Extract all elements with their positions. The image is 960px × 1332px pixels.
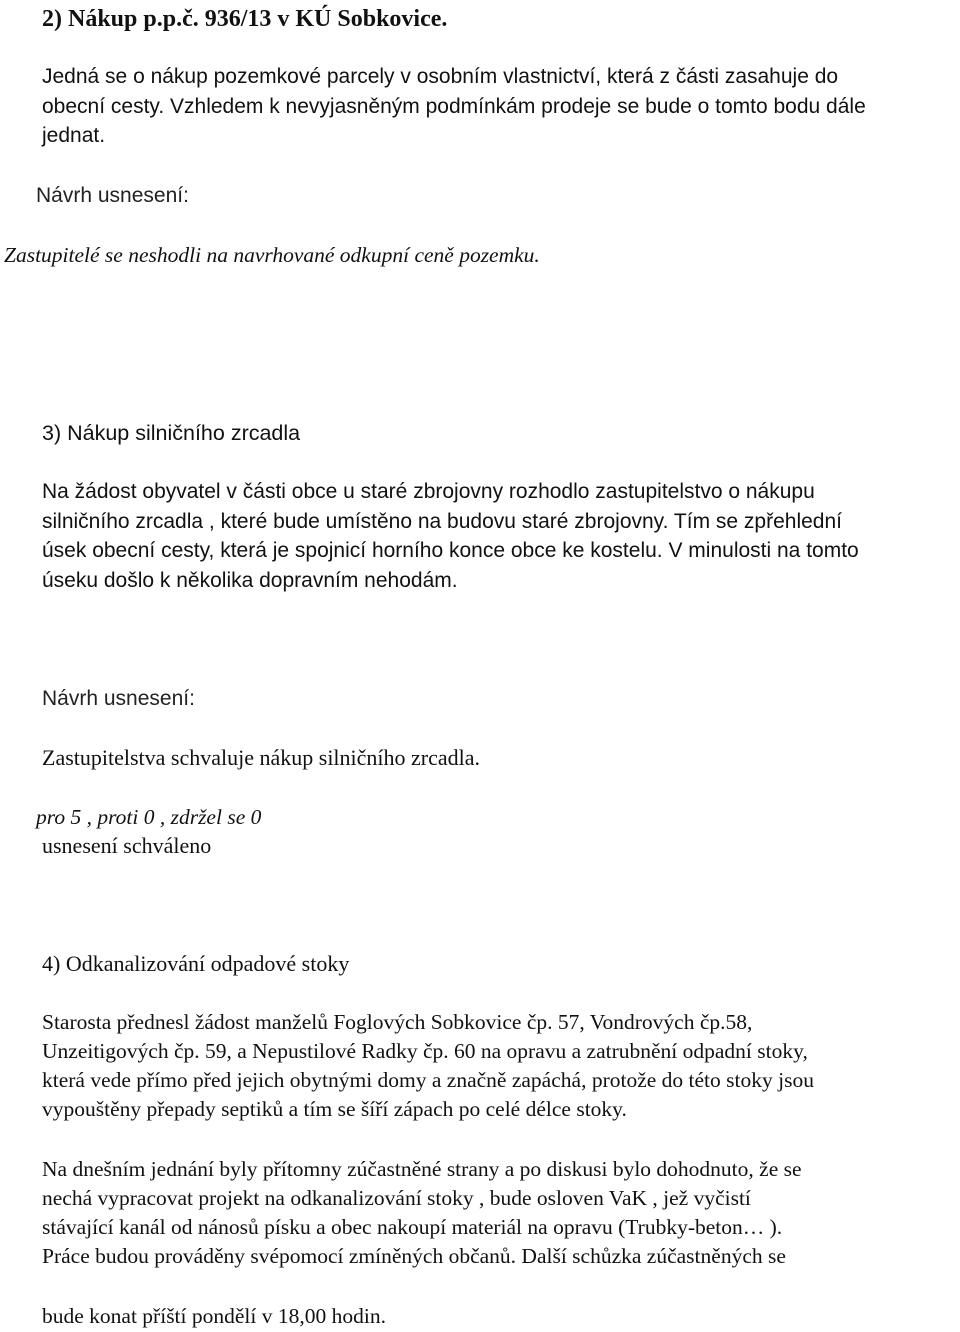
section-4-heading: 4) Odkanalizování odpadové stoky (42, 951, 350, 976)
section-3-paragraph (42, 477, 859, 595)
section-2-resolution: Zastupitelé se neshodli na navrhované odkupní ceně pozemku. (4, 243, 540, 267)
section-3-proposal-label: Návrh usnesení: (42, 687, 195, 710)
paragraph-line: úseku došlo k několika dopravním nehodám. (42, 568, 458, 592)
paragraph-line: Práce budou prováděny svépomocí zmíněných občanů. Další schůzka zúčastněných se (42, 1244, 786, 1268)
paragraph-line: úsek obecní cesty, která je spojnicí horního konce obce ke kostelu. V minulosti na tomto (42, 539, 859, 562)
paragraph-line: nechá vypracovat projekt na odkanalizování stoky , bude osloven VaK , jež vyčistí (42, 1186, 751, 1210)
section-2-proposal-label: Návrh usnesení: (36, 184, 189, 207)
paragraph-line: Jedná se o nákup pozemkové parcely v osobním vlastnictví, která z části zasahuje do (42, 65, 839, 88)
section-3-resolution: Zastupitelstva schvaluje nákup silničního zrcadla. (42, 745, 481, 770)
paragraph-line: jednat. (42, 124, 106, 147)
paragraph-line: silničního zrcadla , které bude umístěno na budovu staré zbrojovny. Tím se zpřehlední (42, 509, 842, 533)
section-4-paragraph-1 (42, 1008, 814, 1124)
section-2-paragraph (42, 62, 866, 151)
section-4-paragraph-2 (42, 1155, 802, 1271)
paragraph-line: stávající kanál od nánosů písku a obec nakoupí materiál na opravu (Trubky-beton… ). (42, 1215, 783, 1239)
section-4-paragraph-3: bude konat příští pondělí v 18,00 hodin. (42, 1304, 386, 1328)
paragraph-line: která vede přímo před jejich obytnými domy a značně zapáchá, protože do této stoky jsou (42, 1068, 814, 1092)
paragraph-line: Unzeitigových čp. 59, a Nepustilové Radky čp. 60 na opravu a zatrubnění odpadní stoky, (42, 1039, 808, 1063)
paragraph-line: obecní cesty. Vzhledem k nevyjasněným podmínkám prodeje se bude o tomto bodu dále (42, 94, 866, 118)
section-3-heading: 3) Nákup silničního zrcadla (42, 421, 301, 445)
section-3-vote: pro 5 , proti 0 , zdržel se 0 (36, 805, 262, 829)
section-2-heading: 2) Nákup p.p.č. 936/13 v KÚ Sobkovice. (42, 6, 448, 32)
paragraph-line: Na žádost obyvatel v části obce u staré zbrojovny rozhodlo zastupitelstvo o nákupu (42, 480, 815, 503)
paragraph-line: Starosta přednesl žádost manželů Foglových Sobkovice čp. 57, Vondrových čp.58, (42, 1010, 753, 1034)
paragraph-line: vypouštěny přepady septiků a tím se šíří zápach po celé délce stoky. (42, 1097, 627, 1121)
paragraph-line: Na dnešním jednání byly přítomny zúčastněné strany a po diskusi bylo dohodnuto, že se (42, 1157, 802, 1181)
section-3-outcome: usnesení schváleno (42, 833, 212, 858)
